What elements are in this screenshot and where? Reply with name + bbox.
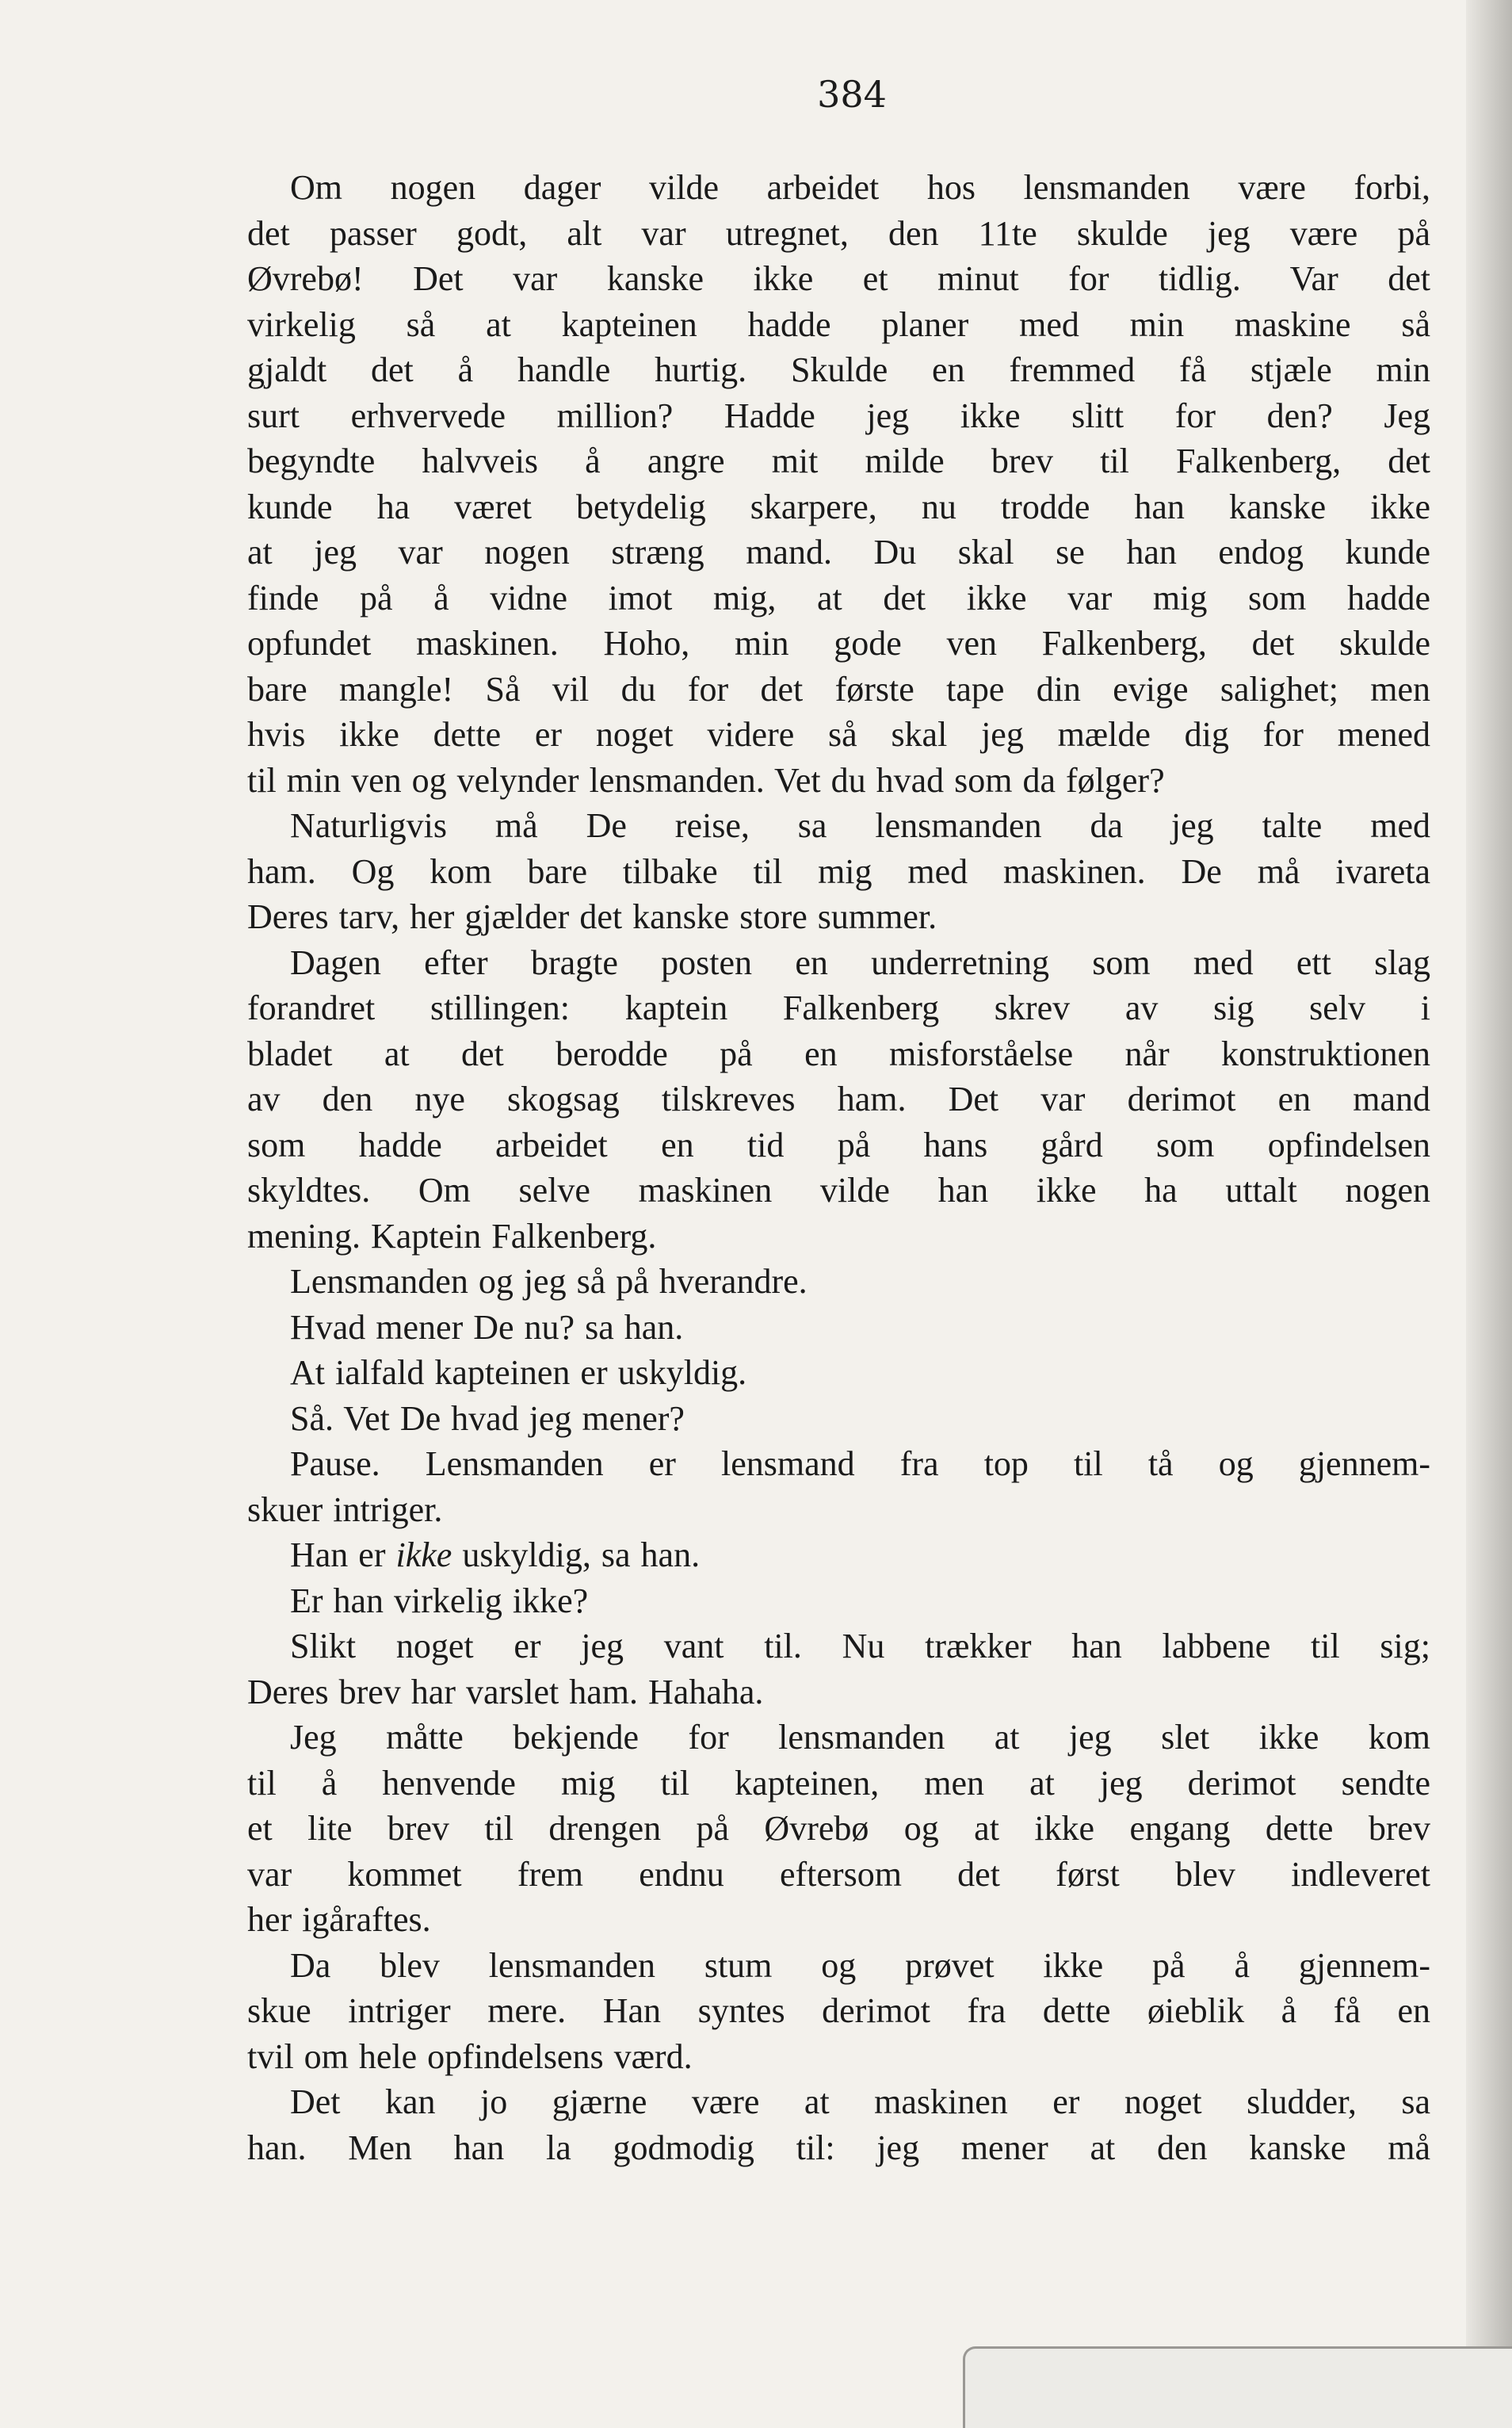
text-line-content: Dagen efter bragte posten en underretning som med ett slag xyxy=(290,943,1430,982)
text-line xyxy=(247,530,1430,575)
text-line xyxy=(247,803,1430,849)
text-line xyxy=(247,667,1430,713)
text-line xyxy=(247,1122,1430,1168)
text-line xyxy=(247,758,1430,804)
text-line-content: skue intriger mere. Han syntes derimot fra dette øieblik å få en xyxy=(247,1991,1430,2030)
emphasized-word: ikke xyxy=(395,1535,452,1574)
text-line-content: opfundet maskinen. Hoho, min gode ven Falkenberg, det skulde xyxy=(247,624,1430,663)
text-line xyxy=(247,1669,1430,1715)
text-line-content: At ialfald kapteinen er uskyldig. xyxy=(290,1353,747,1392)
page-number: 384 xyxy=(817,73,887,116)
text-line-content: av den nye skogsag tilskreves ham. Det var derimot en mand xyxy=(247,1080,1430,1118)
text-line-content: Deres tarv, her gjælder det kanske store summer. xyxy=(247,897,937,936)
text-line-content: Han er xyxy=(290,1535,396,1574)
bookmark-tab xyxy=(963,2346,1512,2428)
text-line-content: surt erhvervede million? Hadde jeg ikke slitt for den? Jeg xyxy=(247,396,1430,435)
text-line xyxy=(247,1305,1430,1351)
text-line-content: Hvad mener De nu? sa han. xyxy=(290,1307,684,1347)
text-line-content: kunde ha været betydelig skarpere, nu trodde han kanske ikke xyxy=(247,487,1430,526)
text-line xyxy=(247,985,1430,1031)
text-line-content: ham. Og kom bare tilbake til mig med maskinen. De må ivareta xyxy=(247,851,1430,891)
text-line xyxy=(247,347,1430,393)
text-line xyxy=(247,438,1430,484)
text-line xyxy=(247,1441,1430,1487)
text-line-content: at jeg var nogen stræng mand. Du skal se han endog kunde xyxy=(247,533,1430,572)
text-line xyxy=(247,712,1430,758)
text-line xyxy=(247,1943,1430,1989)
text-line xyxy=(247,1897,1430,1943)
text-line xyxy=(247,1396,1430,1442)
text-line xyxy=(247,484,1430,530)
text-line-content: gjaldt det å handle hurtig. Skulde en fremmed få stjæle min xyxy=(247,350,1430,389)
text-line-content: virkelig så at kapteinen hadde planer med min maskine så xyxy=(247,304,1430,344)
text-line xyxy=(247,1852,1430,1898)
text-line xyxy=(247,165,1430,211)
text-line xyxy=(247,1761,1430,1807)
text-line xyxy=(247,1623,1430,1669)
text-line xyxy=(247,849,1430,895)
text-line-content: Øvrebø! Det var kanske ikke et minut for tidlig. Var det xyxy=(247,259,1430,298)
text-line-content: begyndte halvveis å angre mit milde brev til Falkenberg, det xyxy=(247,442,1430,480)
text-line xyxy=(247,1487,1430,1533)
text-line-content: Slikt noget er jeg vant til. Nu trækker han labbene til sig; xyxy=(290,1627,1430,1665)
text-line xyxy=(247,393,1430,439)
text-line xyxy=(247,2034,1430,2080)
text-line xyxy=(247,1076,1430,1122)
text-line xyxy=(247,1350,1430,1396)
text-line-content: hvis ikke dette er noget videre så skal jeg mælde dig for mened xyxy=(247,715,1430,754)
text-line-content: bladet at det berodde på en misforståelse når konstruktionen xyxy=(247,1034,1430,1073)
text-line-content: Om nogen dager vilde arbeidet hos lensmanden være forbi, xyxy=(290,168,1430,207)
text-line xyxy=(247,940,1430,986)
text-line-content: et lite brev til drengen på Øvrebø og at ikke engang dette brev xyxy=(247,1809,1430,1848)
text-line xyxy=(247,211,1430,257)
text-line-content: Det kan jo gjærne være at maskinen er noget sludder, sa xyxy=(290,2082,1430,2121)
text-line-content: som hadde arbeidet en tid på hans gård som opfindelsen xyxy=(247,1125,1430,1164)
text-line-content: Er han virkelig ikke? xyxy=(290,1581,589,1620)
page-edge-shadow xyxy=(1466,0,1512,2428)
text-line-content: han. Men han la godmodig til: jeg mener at den kanske må xyxy=(247,2128,1430,2167)
text-line xyxy=(247,256,1430,302)
text-line-content: det passer godt, alt var utregnet, den 11te skulde jeg være på xyxy=(247,213,1430,253)
text-line-content: uskyldig, sa han. xyxy=(452,1535,701,1574)
text-line xyxy=(247,621,1430,667)
text-line-content: bare mangle! Så vil du for det første tape din evige salighet; men xyxy=(247,669,1430,709)
text-line-content: Jeg måtte bekjende for lensmanden at jeg slet ikke kom xyxy=(290,1718,1430,1757)
text-line xyxy=(247,1806,1430,1852)
text-line-content: Deres brev har varslet ham. Hahaha. xyxy=(247,1672,764,1711)
text-line-content: Så. Vet De hvad jeg mener? xyxy=(290,1398,685,1438)
text-line xyxy=(247,1715,1430,1761)
text-line xyxy=(247,2125,1430,2171)
text-line-content: skyldtes. Om selve maskinen vilde han ikke ha uttalt nogen xyxy=(247,1171,1430,1210)
text-line xyxy=(247,1214,1430,1260)
text-line-content: Da blev lensmanden stum og prøvet ikke på å gjennem- xyxy=(290,1945,1430,1985)
text-line xyxy=(247,1532,1430,1578)
text-line-content: var kommet frem endnu eftersom det først blev indleveret xyxy=(247,1854,1430,1894)
text-line xyxy=(247,894,1430,940)
text-line xyxy=(247,1988,1430,2034)
text-line-content: Pause. Lensmanden er lensmand fra top til tå og gjennem- xyxy=(290,1444,1430,1483)
text-line-content: skuer intriger. xyxy=(247,1489,443,1529)
text-line xyxy=(247,1168,1430,1214)
text-line xyxy=(247,575,1430,621)
text-line xyxy=(247,1031,1430,1077)
text-line-content: her igåraftes. xyxy=(247,1900,431,1939)
text-line-content: mening. Kaptein Falkenberg. xyxy=(247,1216,657,1256)
text-line-content: til å henvende mig til kapteinen, men at jeg derimot sendte xyxy=(247,1763,1430,1803)
text-line-content: Lensmanden og jeg så på hverandre. xyxy=(290,1262,808,1301)
text-line xyxy=(247,1578,1430,1624)
text-line-content: forandret stillingen: kaptein Falkenberg skrev av sig selv i xyxy=(247,988,1430,1027)
text-line xyxy=(247,1259,1430,1305)
text-line-content: Naturligvis må De reise, sa lensmanden da jeg talte med xyxy=(290,806,1430,845)
text-line-content: til min ven og velynder lensmanden. Vet du hvad som da følger? xyxy=(247,760,1165,800)
body-text xyxy=(247,165,1430,2170)
text-line-content: tvil om hele opfindelsens værd. xyxy=(247,2036,693,2076)
text-line-content: finde på å vidne imot mig, at det ikke var mig som hadde xyxy=(247,578,1430,618)
text-line xyxy=(247,302,1430,348)
text-line xyxy=(247,2079,1430,2125)
